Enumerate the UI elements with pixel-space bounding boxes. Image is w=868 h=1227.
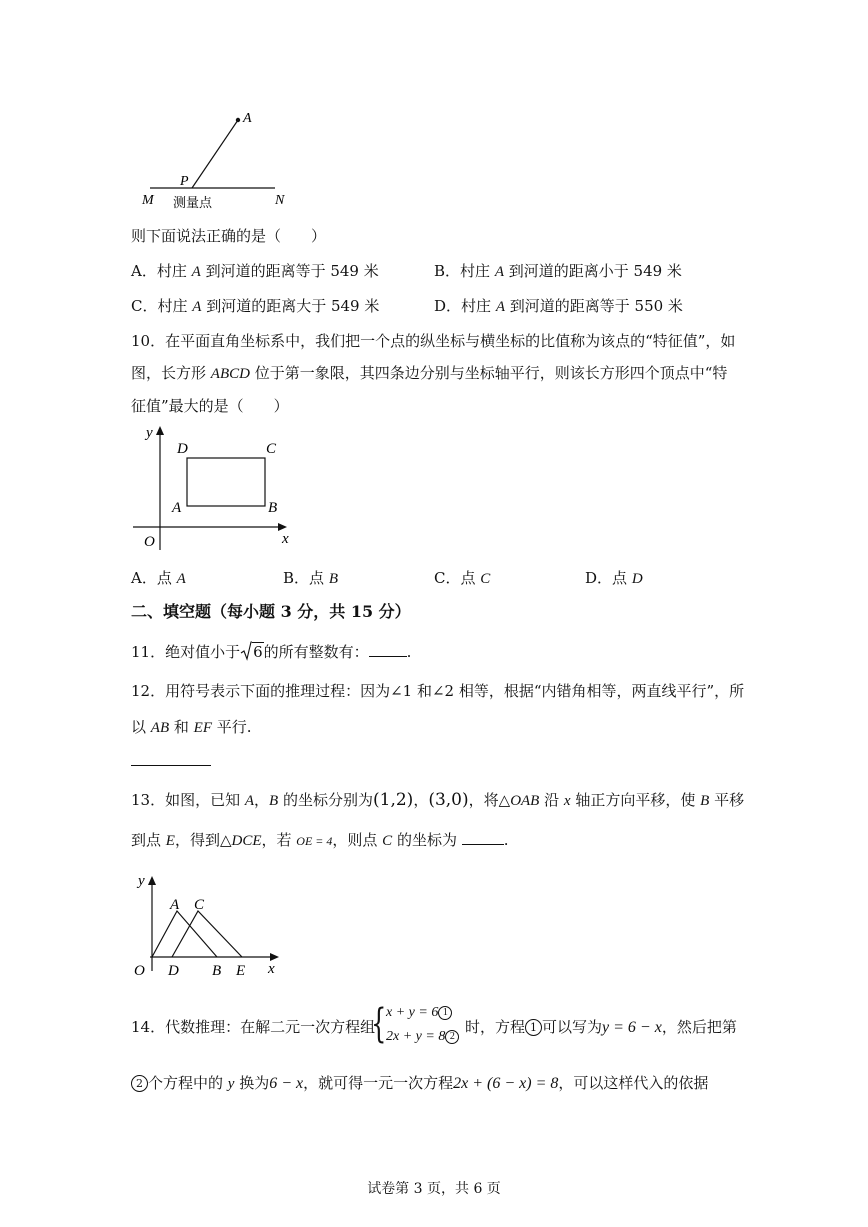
- text: 图，长方形: [131, 364, 211, 382]
- text: 位于第一象限，其四条边分别与坐标轴平行，则该长方形四个顶点中“特: [249, 364, 728, 382]
- q9-stem: 则下面说法正确的是（ ）: [131, 227, 327, 245]
- option-letter: B．: [434, 262, 461, 280]
- circled-two-icon: 2: [131, 1075, 148, 1092]
- label-n: N: [275, 193, 285, 208]
- y-axis-arrow: [156, 426, 164, 435]
- var: A: [244, 793, 255, 809]
- var: E: [165, 833, 175, 849]
- q10-option-c[interactable]: [434, 568, 490, 589]
- option-text: 到河道的距离等于 550 米: [504, 297, 683, 315]
- text: ，可以这样代入的依据: [558, 1074, 709, 1092]
- label-y: y: [146, 425, 153, 441]
- text: ，若: [261, 831, 297, 849]
- option-text: 点: [309, 569, 329, 587]
- equation-2: 2x + y = 8 2: [386, 1027, 459, 1047]
- var: B: [269, 793, 279, 809]
- condition: OE = 4: [296, 834, 333, 848]
- q9-option-a[interactable]: [131, 261, 379, 282]
- q10-line2: [131, 363, 727, 384]
- text: 和: [169, 718, 194, 736]
- var-ab: AB: [150, 720, 170, 736]
- text: ，就可得一元一次方程: [303, 1074, 454, 1092]
- text: .: [503, 831, 509, 849]
- option-var: B: [328, 571, 338, 587]
- text: ，将△: [468, 791, 511, 809]
- option-letter: B．: [283, 569, 310, 587]
- brace-icon: {: [371, 1001, 387, 1047]
- label-o: O: [144, 534, 155, 550]
- radical-sign-icon: [240, 641, 252, 661]
- q9-option-c[interactable]: [131, 296, 379, 317]
- river-village-figure: [135, 105, 300, 215]
- label-a: A: [172, 500, 182, 516]
- label-c: C: [266, 441, 277, 457]
- text: 的坐标分别为: [278, 791, 373, 809]
- q10-option-d[interactable]: [585, 568, 643, 589]
- q14-line2: [131, 1073, 708, 1094]
- label-c: C: [194, 897, 205, 913]
- expression: y = 6 − x: [602, 1019, 662, 1036]
- text: ，然后把第: [661, 1018, 737, 1036]
- q12-line1: 12．用符号表示下面的推理过程：因为∠1 和∠2 相等，根据“内错角相等，两直线平行”，所: [131, 682, 745, 700]
- circled-one-icon: 1: [438, 1006, 452, 1020]
- q10-option-a[interactable]: [131, 568, 186, 589]
- y-axis-arrow: [148, 876, 156, 885]
- coordinate: (3,0): [428, 790, 469, 810]
- x-axis-arrow: [270, 953, 279, 961]
- text: 轴正方向平移，使: [570, 791, 701, 809]
- triangle-name: DCE: [231, 833, 262, 849]
- option-text: 到河道的距离大于 549 米: [201, 297, 380, 315]
- text: 的所有整数有：: [263, 643, 369, 661]
- option-text: 村庄: [157, 297, 193, 315]
- coordinate: (1,2): [373, 790, 414, 810]
- option-letter: A．: [131, 569, 157, 587]
- text: 平行.: [211, 718, 252, 736]
- q9-option-b[interactable]: [434, 261, 682, 282]
- radicand: 6: [253, 643, 263, 661]
- option-var: A: [191, 264, 201, 280]
- label-measure-point: 测量点: [173, 196, 213, 211]
- option-text: 村庄: [460, 262, 495, 280]
- option-text: 村庄: [156, 262, 192, 280]
- expression: 2x + (6 − x) = 8: [453, 1075, 559, 1092]
- label-y: y: [138, 873, 145, 889]
- triangle-name: OAB: [510, 793, 540, 809]
- var: x: [563, 793, 571, 809]
- option-var: A: [176, 571, 186, 587]
- text: ，: [413, 791, 429, 809]
- q13-line1: [131, 790, 744, 811]
- label-o: O: [134, 963, 145, 979]
- label-d: D: [168, 963, 179, 979]
- option-letter: C．: [434, 569, 461, 587]
- label-a: A: [243, 111, 252, 126]
- text: ，: [254, 791, 270, 809]
- segment-pa: [192, 120, 238, 188]
- var: C: [382, 833, 393, 849]
- text: 个方程中的: [148, 1074, 228, 1092]
- circled-one-icon: 1: [525, 1019, 542, 1036]
- option-var: D: [631, 571, 643, 587]
- text: 11．绝对值小于: [131, 643, 241, 661]
- answer-blank[interactable]: [462, 830, 504, 845]
- q12-line2: [131, 717, 252, 738]
- q10-option-b[interactable]: [283, 568, 338, 589]
- label-e: E: [236, 963, 246, 979]
- answer-blank[interactable]: [131, 765, 211, 766]
- circled-two-icon: 2: [445, 1030, 459, 1044]
- option-text: 到河道的距离小于 549 米: [503, 262, 682, 280]
- var: B: [700, 793, 710, 809]
- text: ，得到△: [174, 831, 232, 849]
- triangle-translation-figure: [130, 865, 290, 980]
- option-text: 点: [156, 569, 177, 587]
- point-a-dot: [236, 118, 240, 122]
- q9-option-d[interactable]: [434, 296, 683, 317]
- rect-name: ABCD: [210, 366, 250, 382]
- option-var: A: [192, 299, 202, 315]
- q10-line1: 10．在平面直角坐标系中，我们把一个点的纵坐标与横坐标的比值称为该点的“特征值”，如: [131, 332, 736, 350]
- label-b: B: [268, 500, 278, 516]
- option-letter: D．: [585, 569, 613, 587]
- label-x: x: [282, 531, 289, 547]
- q13-line2: [131, 830, 509, 851]
- page-footer: 试卷第 3 页，共 6 页: [367, 1181, 501, 1197]
- label-m: M: [142, 193, 154, 208]
- option-letter: D．: [434, 297, 462, 315]
- option-text: 到河道的距离等于 549 米: [200, 262, 379, 280]
- equation-system: [372, 1000, 462, 1052]
- q10-line3: 征值”最大的是（ ）: [131, 397, 289, 415]
- option-text: 点: [612, 569, 632, 587]
- text: 时，方程: [465, 1018, 526, 1036]
- q14-line1-b: [465, 1017, 737, 1038]
- x-axis-arrow: [278, 523, 287, 531]
- rectangle-coordinate-figure: [130, 420, 305, 555]
- label-d: D: [177, 441, 188, 457]
- text: 平移: [709, 791, 745, 809]
- text: 可以写为: [542, 1018, 603, 1036]
- var: y: [227, 1076, 235, 1092]
- answer-blank[interactable]: [369, 642, 407, 657]
- expression: 6 − x: [269, 1075, 304, 1092]
- option-letter: A．: [131, 262, 157, 280]
- option-text: 点: [460, 569, 481, 587]
- label-p: P: [180, 174, 189, 189]
- text: 沿: [539, 791, 564, 809]
- rectangle-abcd: [187, 458, 265, 506]
- equation-1: x + y = 6 1: [386, 1003, 452, 1023]
- text: 13．如图，已知: [131, 791, 245, 809]
- text: ，则点: [332, 831, 383, 849]
- option-var: A: [495, 299, 505, 315]
- option-text: 村庄: [461, 297, 496, 315]
- option-var: A: [494, 264, 504, 280]
- section-heading: 二、填空题（每小题 3 分，共 15 分）: [131, 602, 411, 621]
- q11: [131, 641, 411, 662]
- option-var: C: [480, 571, 491, 587]
- text: 以: [131, 718, 151, 736]
- text: 换为: [234, 1074, 270, 1092]
- label-x: x: [268, 961, 275, 977]
- sqrt-expression: [240, 641, 264, 662]
- label-a: A: [170, 897, 180, 913]
- text: 到点: [131, 831, 166, 849]
- text: .: [406, 643, 412, 661]
- label-b: B: [212, 963, 222, 979]
- option-letter: C．: [131, 297, 158, 315]
- q14-line1-a: 14．代数推理：在解二元一次方程组: [131, 1018, 376, 1036]
- var-ef: EF: [193, 720, 212, 736]
- text: 的坐标为: [392, 831, 457, 849]
